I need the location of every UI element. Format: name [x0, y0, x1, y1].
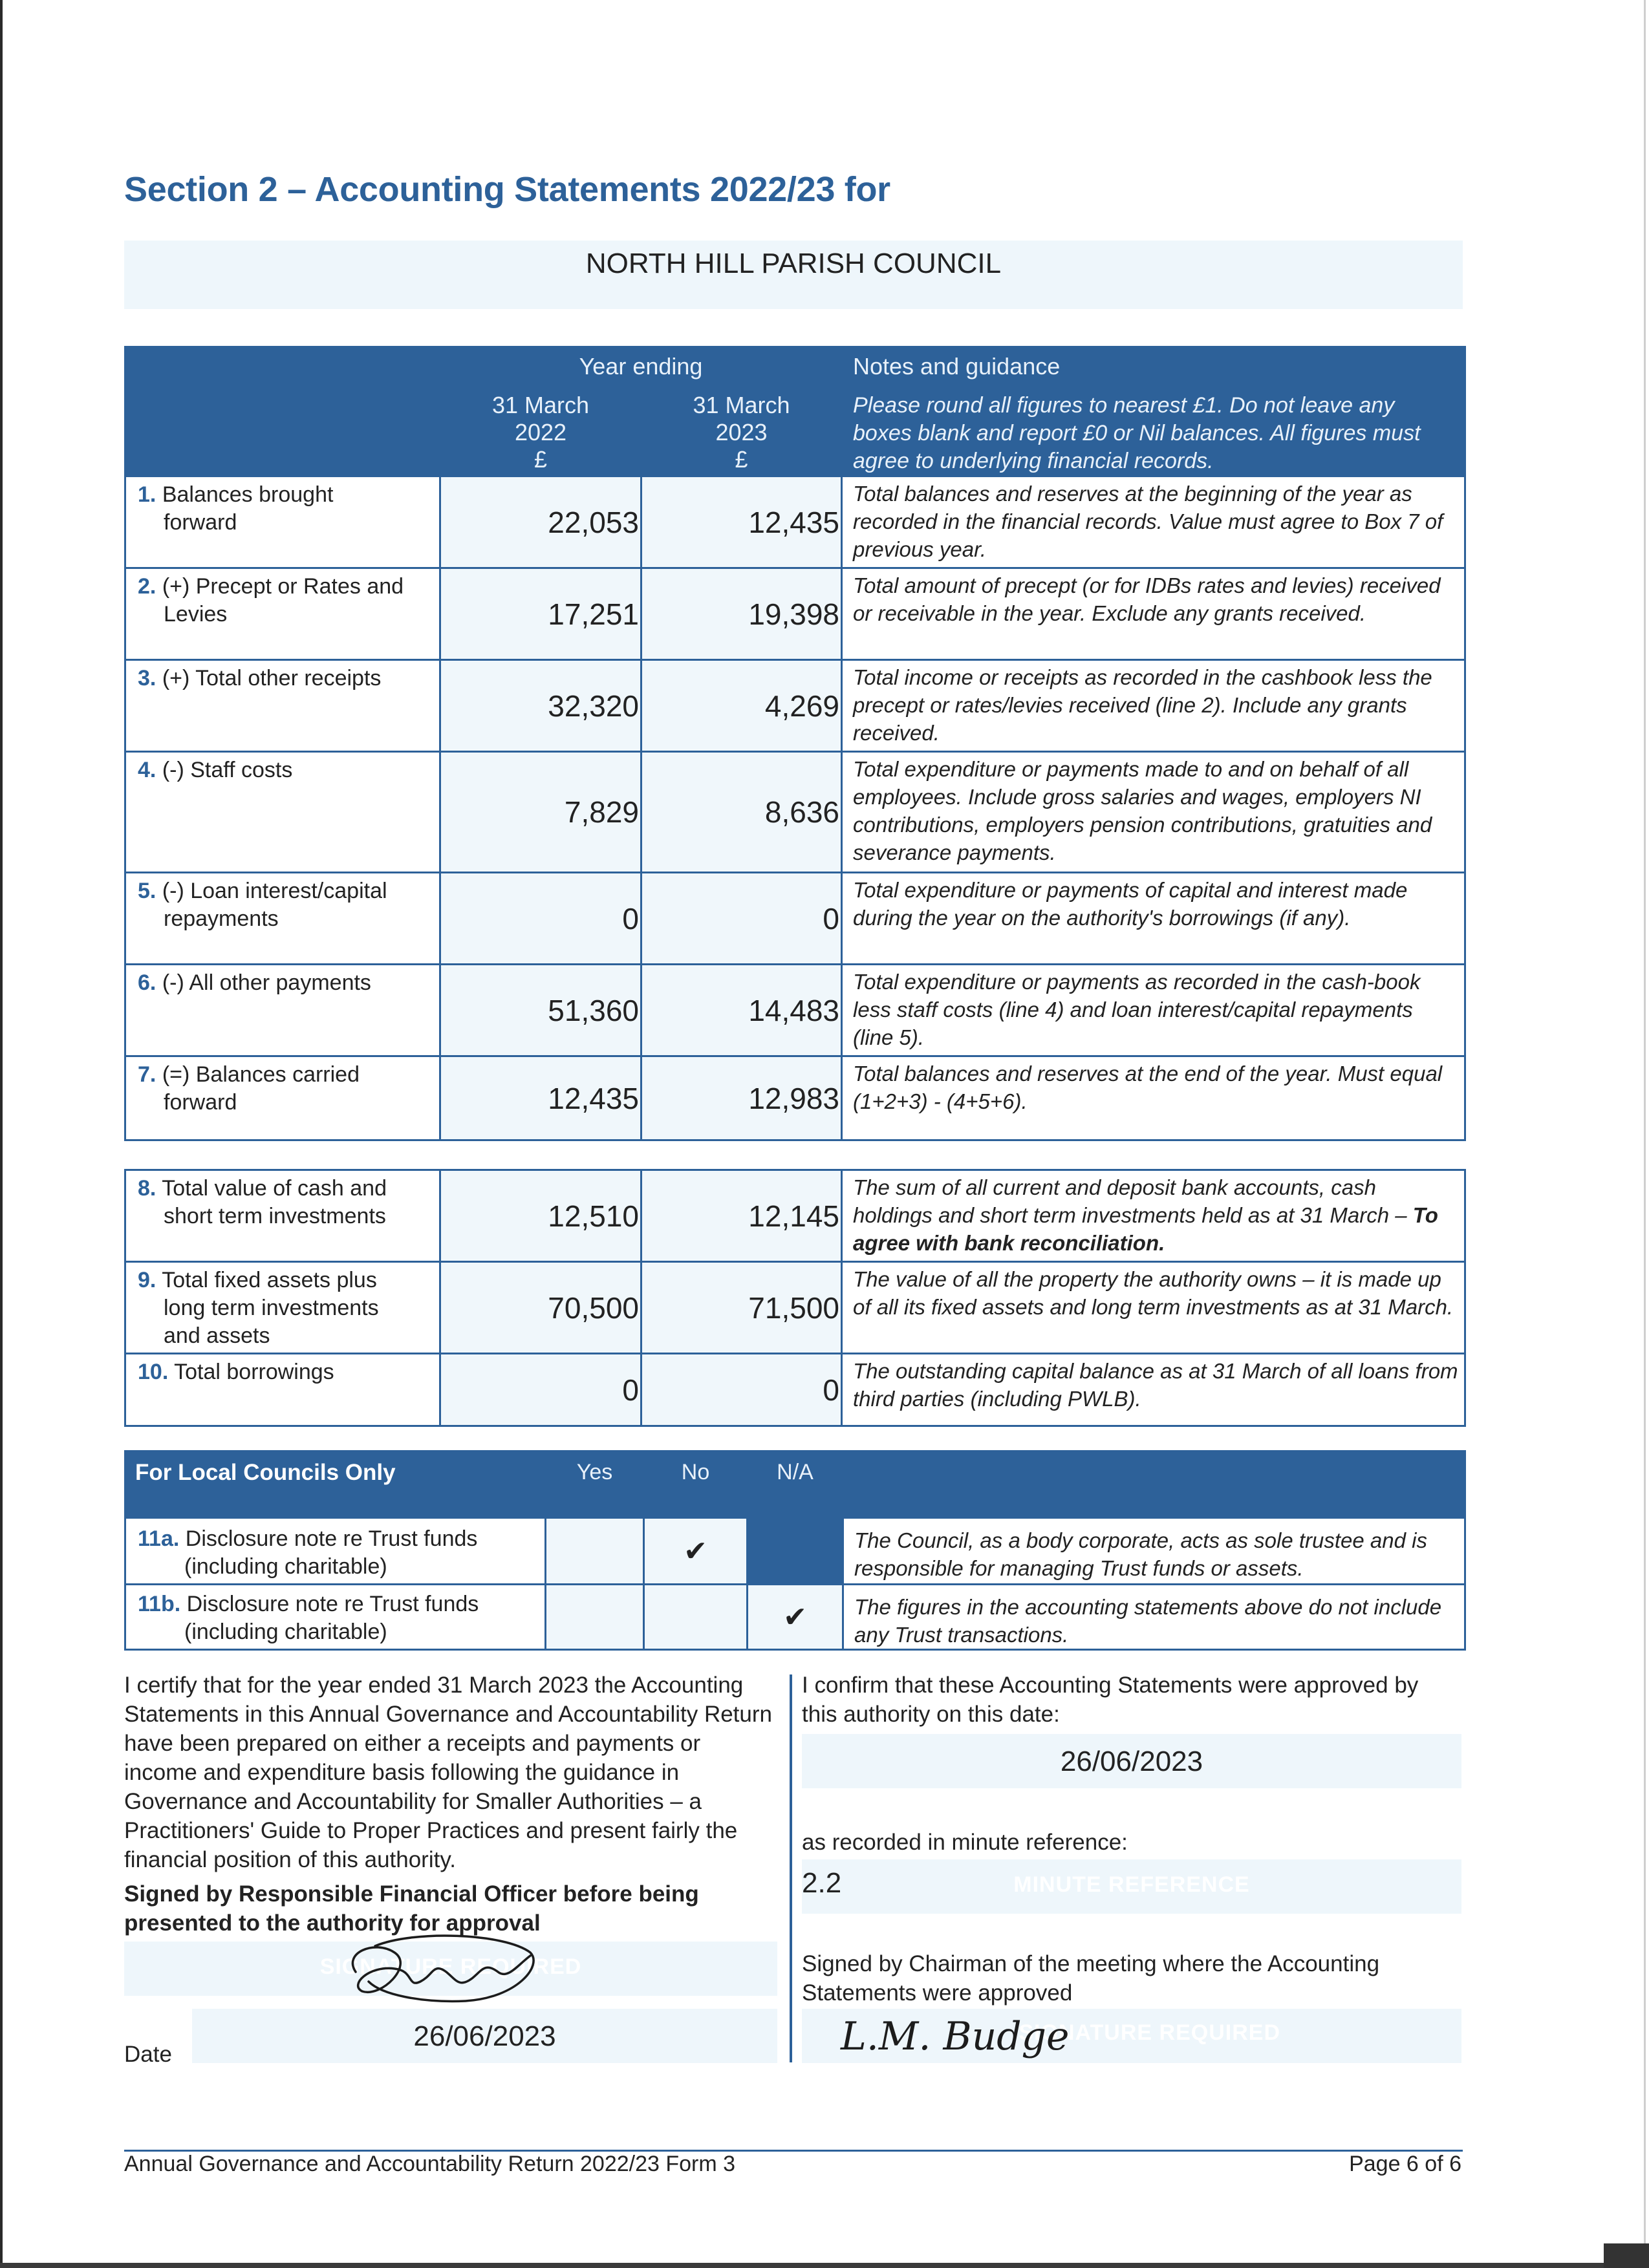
- no-header: No: [644, 1451, 748, 1518]
- table-row: [125, 873, 1465, 965]
- na-checkbox: [748, 1518, 843, 1585]
- footer-left-text: Annual Governance and Accountability Return 2022/23 Form 3: [124, 2152, 736, 2176]
- year-ending-header: Year ending: [440, 347, 842, 386]
- value-2023: 8,636: [641, 752, 842, 873]
- value-2022: 7,829: [440, 752, 641, 873]
- value-2023: 19,398: [641, 568, 842, 660]
- table-row: [125, 1056, 1465, 1140]
- value-2022: 12,510: [440, 1170, 641, 1262]
- council-name: NORTH HILL PARISH COUNCIL: [585, 248, 1002, 279]
- notes-guidance-header: Notes and guidance: [842, 347, 1465, 386]
- row-label: 10. Total borrowings: [125, 1354, 440, 1426]
- chairman-signature-placeholder: SIGNATURE REQUIRED: [1018, 2020, 1280, 2045]
- yes-checkbox[interactable]: [546, 1585, 644, 1650]
- table-row: [125, 1518, 1465, 1585]
- row-note: The outstanding capital balance as at 31 March of all loans from third parties (including PWLB).: [842, 1354, 1465, 1426]
- row-note: Total amount of precept (or for IDBs rates and levies) received or receivable in the year. Exclude any grants received.: [842, 568, 1465, 660]
- yes-header: Yes: [546, 1451, 644, 1518]
- value-2022: 51,360: [440, 965, 641, 1056]
- table-row: [125, 965, 1465, 1056]
- no-checkbox[interactable]: ✔: [644, 1518, 748, 1585]
- table-row: [125, 476, 1465, 568]
- scan-edge-left: [0, 0, 3, 2268]
- table-row: [125, 752, 1465, 873]
- row-label: 4. (-) Staff costs: [125, 752, 440, 873]
- col-2022-header: [440, 386, 641, 476]
- value-2023: 0: [641, 873, 842, 965]
- footer-page-number: Page 6 of 6: [1349, 2152, 1461, 2176]
- col-2023-line-1: 31 March: [693, 392, 790, 418]
- column-divider: [790, 1674, 792, 2062]
- value-2022: 0: [440, 873, 641, 965]
- row-note: Total balances and reserves at the end of the year. Must equal (1+2+3) - (4+5+6).: [842, 1056, 1465, 1140]
- row-label: 5. (-) Loan interest/capital repayments: [125, 873, 440, 965]
- row-note: Total expenditure or payments of capital and interest made during the year on the authority's borrowings (if any).: [842, 873, 1465, 965]
- col-2023-header: [641, 386, 842, 476]
- yes-checkbox[interactable]: [546, 1518, 644, 1585]
- signed-rfo-label: Signed by Responsible Financial Officer before being presented to the authority for approval: [124, 1881, 699, 1936]
- row-label: 2. (+) Precept or Rates and Levies: [125, 568, 440, 660]
- row-note: Total expenditure or payments as recorded in the cash-book less staff costs (line 4) and loan interest/capital repayments (line 5).: [842, 965, 1465, 1056]
- scan-corner: [1604, 2243, 1649, 2268]
- table-row: [125, 568, 1465, 660]
- row-note: Total balances and reserves at the beginning of the year as recorded in the financial records. Value must agree to Box 7 of previous year.: [842, 476, 1465, 568]
- row-label: 7. (=) Balances carried forward: [125, 1056, 440, 1140]
- row-label: 8. Total value of cash and short term investments: [125, 1170, 440, 1262]
- col-2023-line-3: £: [735, 446, 748, 473]
- minute-reference-placeholder: MINUTE REFERENCE: [1013, 1872, 1250, 1897]
- row-note: The sum of all current and deposit bank accounts, cash holdings and short term investments held as at 31 March – To agree with bank reconciliation.: [842, 1170, 1465, 1262]
- col-2022-line-1: 31 March: [491, 392, 590, 418]
- row-note: The Council, as a body corporate, acts as sole trustee and is responsible for managing Trust funds or assets.: [843, 1518, 1465, 1585]
- col-2022-line-3: £: [534, 446, 548, 473]
- chairman-signature-text: L.M. Budge: [841, 2014, 1070, 2059]
- table-row: [125, 1262, 1465, 1354]
- value-2023: 12,983: [641, 1056, 842, 1140]
- row-label: 6. (-) All other payments: [125, 965, 440, 1056]
- rfo-signature-image: [336, 1927, 543, 2011]
- value-2023: 12,145: [641, 1170, 842, 1262]
- local-councils-header: For Local Councils Only: [125, 1451, 546, 1518]
- table-row: [125, 1170, 1465, 1262]
- value-2023: 71,500: [641, 1262, 842, 1354]
- value-2022: 0: [440, 1354, 641, 1426]
- table-row: [125, 660, 1465, 752]
- row-label: 9. Total fixed assets plus long term investments and assets: [125, 1262, 440, 1354]
- value-2023: 0: [641, 1354, 842, 1426]
- date-label: Date: [124, 2042, 172, 2067]
- scan-edge-bottom: [0, 2263, 1649, 2268]
- scan-edge-right: [1644, 0, 1646, 2268]
- confirm-text: I confirm that these Accounting Statements were approved by this authority on this date:: [802, 1673, 1419, 1727]
- notes-intro: Please round all figures to nearest £1. Do not leave any boxes blank and report £0 or Nil balances. All figures must agree to underlying financial records.: [842, 386, 1465, 476]
- rfo-date: 26/06/2023: [413, 2020, 556, 2052]
- row-note: Total expenditure or payments made to and on behalf of all employees. Include gross salaries and wages, employers NI contributions, employers pension contributions, gratuities and severance payments.: [842, 752, 1465, 873]
- value-2022: 22,053: [440, 476, 641, 568]
- value-2022: 32,320: [440, 660, 641, 752]
- value-2023: 4,269: [641, 660, 842, 752]
- header-blank: [125, 347, 440, 476]
- row-label: 1. Balances brought forward: [125, 476, 440, 568]
- no-checkbox[interactable]: [644, 1585, 748, 1650]
- table-row: [125, 1585, 1465, 1650]
- row-note: The figures in the accounting statements above do not include any Trust transactions.: [843, 1585, 1465, 1650]
- minute-reference-value: 2.2: [802, 1867, 842, 1899]
- row-note: Total income or receipts as recorded in the cashbook less the precept or rates/levies received (line 2). Include any grants received.: [842, 660, 1465, 752]
- minute-reference-label: as recorded in minute reference:: [802, 1830, 1128, 1855]
- chairman-signature-image: [834, 2004, 1106, 2075]
- na-header: N/A: [748, 1451, 843, 1518]
- header-blank: [843, 1451, 1465, 1518]
- approval-date: 26/06/2023: [1060, 1746, 1203, 1777]
- row-label: 11a. Disclosure note re Trust funds (including charitable): [125, 1518, 546, 1585]
- value-2022: 17,251: [440, 568, 641, 660]
- accounting-table: [124, 346, 1466, 1141]
- section-title: Section 2 – Accounting Statements 2022/23 for: [124, 170, 890, 209]
- row-note: The value of all the property the authority owns – it is made up of all its fixed assets and long term investments as at 31 March.: [842, 1262, 1465, 1354]
- value-2022: 70,500: [440, 1262, 641, 1354]
- col-2023-line-2: 2023: [715, 419, 768, 445]
- value-2023: 12,435: [641, 476, 842, 568]
- value-2023: 14,483: [641, 965, 842, 1056]
- certify-text: I certify that for the year ended 31 March 2023 the Accounting Statements in this Annual Governance and Accountability Return have been prepared on either a receipts and payments or income and expenditure basis following the guidance in Governance and Accountability for Smaller Authorities – a Practitioners' Guide to Proper Practices and present fairly the financial position of this authority.: [124, 1673, 772, 1872]
- local-councils-table: [124, 1450, 1466, 1651]
- balances-table: [124, 1169, 1466, 1427]
- chairman-label: Signed by Chairman of the meeting where the Accounting Statements were approved: [802, 1951, 1380, 2006]
- col-2022-line-2: 2022: [514, 419, 567, 445]
- na-checkbox[interactable]: ✔: [748, 1585, 843, 1650]
- value-2022: 12,435: [440, 1056, 641, 1140]
- rfo-signature-placeholder: SIGNATURE REQUIRED: [319, 1954, 582, 1979]
- row-label: 3. (+) Total other receipts: [125, 660, 440, 752]
- table-row: [125, 1354, 1465, 1426]
- row-label: 11b. Disclosure note re Trust funds (including charitable): [125, 1585, 546, 1650]
